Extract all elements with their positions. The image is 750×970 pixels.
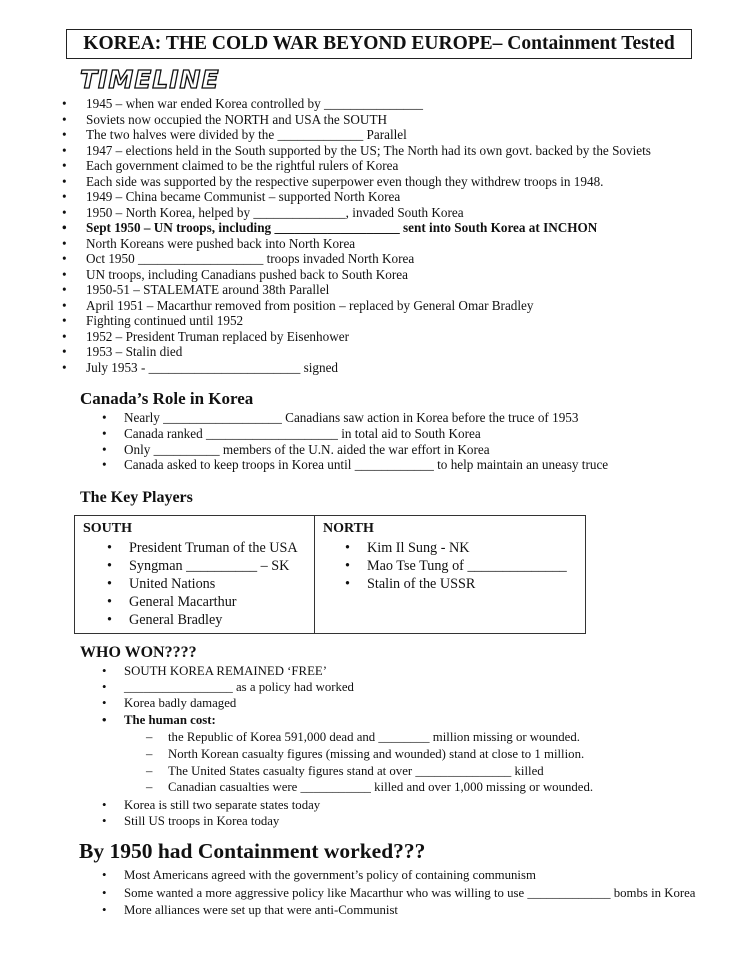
south-column xyxy=(75,516,315,633)
canada-item: • Nearly __________________ Canadians saw action in Korea before the truce of 1953 xyxy=(124,410,608,426)
containment-item: • More alliances were set up that were anti-Communist xyxy=(124,902,695,920)
key-players-table xyxy=(74,515,586,634)
timeline-item: • The two halves were divided by the _____________ Parallel xyxy=(86,127,651,143)
timeline-item: • 1952 – President Truman replaced by Eisenhower xyxy=(86,329,651,345)
timeline-item: • 1953 – Stalin died xyxy=(86,344,651,360)
north-item: • Kim Il Sung - NK xyxy=(367,539,567,557)
who-won-item: • Korea badly damaged xyxy=(124,695,354,711)
timeline-item: • 1950 – North Korea, helped by ______________, invaded South Korea xyxy=(86,205,651,221)
south-item: • President Truman of the USA xyxy=(129,539,298,557)
south-list xyxy=(129,539,298,629)
north-list xyxy=(367,539,567,593)
canada-item: • Only __________ members of the U.N. aided the war effort in Korea xyxy=(124,442,608,458)
containment-list xyxy=(124,867,695,920)
south-item: • General Macarthur xyxy=(129,593,298,611)
human-cost-list xyxy=(168,729,593,796)
timeline-item: • April 1951 – Macarthur removed from position – replaced by General Omar Bradley xyxy=(86,298,651,314)
who-won-list-continued xyxy=(124,797,320,829)
timeline-item: • North Koreans were pushed back into North Korea xyxy=(86,236,651,252)
north-item: • Mao Tse Tung of ______________ xyxy=(367,557,567,575)
page-title: KOREA: THE COLD WAR BEYOND EUROPE– Containment Tested xyxy=(66,29,692,59)
canada-item: • Canada asked to keep troops in Korea until ____________ to help maintain an uneasy truce xyxy=(124,457,608,473)
timeline-item: • Soviets now occupied the NORTH and USA the SOUTH xyxy=(86,112,651,128)
containment-item: • Most Americans agreed with the government’s policy of containing communism xyxy=(124,867,695,885)
timeline-item: • Fighting continued until 1952 xyxy=(86,313,651,329)
timeline-heading-text: TIMELINE xyxy=(80,65,220,94)
timeline-item: • Oct 1950 ___________________ troops invaded North Korea xyxy=(86,251,651,267)
timeline-list xyxy=(86,96,651,375)
north-item: • Stalin of the USSR xyxy=(367,575,567,593)
north-column xyxy=(315,516,585,633)
timeline-heading-logo xyxy=(78,63,238,95)
south-item: • General Bradley xyxy=(129,611,298,629)
who-won-item: • Still US troops in Korea today xyxy=(124,813,320,829)
canada-list xyxy=(124,410,608,473)
south-item: • Syngman __________ – SK xyxy=(129,557,298,575)
human-cost-item: – the Republic of Korea 591,000 dead and ________ million missing or wounded. xyxy=(168,729,593,746)
who-won-list xyxy=(124,663,354,728)
timeline-item: • UN troops, including Canadians pushed back to South Korea xyxy=(86,267,651,283)
containment-heading: By 1950 had Containment worked??? xyxy=(79,839,426,863)
human-cost-item: – The United States casualty figures stand at over _______________ killed xyxy=(168,763,593,780)
timeline-item: • 1949 – China became Communist – supported North Korea xyxy=(86,189,651,205)
timeline-item: • 1950-51 – STALEMATE around 38th Parallel xyxy=(86,282,651,298)
containment-item: • Some wanted a more aggressive policy like Macarthur who was willing to use _____________ bombs in Korea xyxy=(124,885,695,903)
human-cost-item: – North Korean casualty figures (missing and wounded) stand at close to 1 million. xyxy=(168,746,593,763)
timeline-item: • July 1953 - _______________________ signed xyxy=(86,360,651,376)
key-players-heading: The Key Players xyxy=(80,489,193,506)
who-won-item: • The human cost: xyxy=(124,712,354,728)
who-won-item: • Korea is still two separate states today xyxy=(124,797,320,813)
canada-item: • Canada ranked ____________________ in total aid to South Korea xyxy=(124,426,608,442)
south-item: • United Nations xyxy=(129,575,298,593)
north-heading: NORTH xyxy=(323,521,374,536)
timeline-item: • Each side was supported by the respective superpower even though they withdrew troops in 1948. xyxy=(86,174,651,190)
who-won-heading: WHO WON???? xyxy=(80,644,197,661)
human-cost-item: – Canadian casualties were ___________ killed and over 1,000 missing or wounded. xyxy=(168,779,593,796)
timeline-item: • 1945 – when war ended Korea controlled by _______________ xyxy=(86,96,651,112)
south-heading: SOUTH xyxy=(83,521,133,536)
who-won-item: • _________________ as a policy had worked xyxy=(124,679,354,695)
timeline-item: • Each government claimed to be the rightful rulers of Korea xyxy=(86,158,651,174)
who-won-item: • SOUTH KOREA REMAINED ‘FREE’ xyxy=(124,663,354,679)
timeline-item: • Sept 1950 – UN troops, including ___________________ sent into South Korea at INCHON xyxy=(86,220,651,236)
timeline-item: • 1947 – elections held in the South supported by the US; The North had its own govt. backed by the Soviets xyxy=(86,143,651,159)
canada-heading: Canada’s Role in Korea xyxy=(80,389,254,408)
